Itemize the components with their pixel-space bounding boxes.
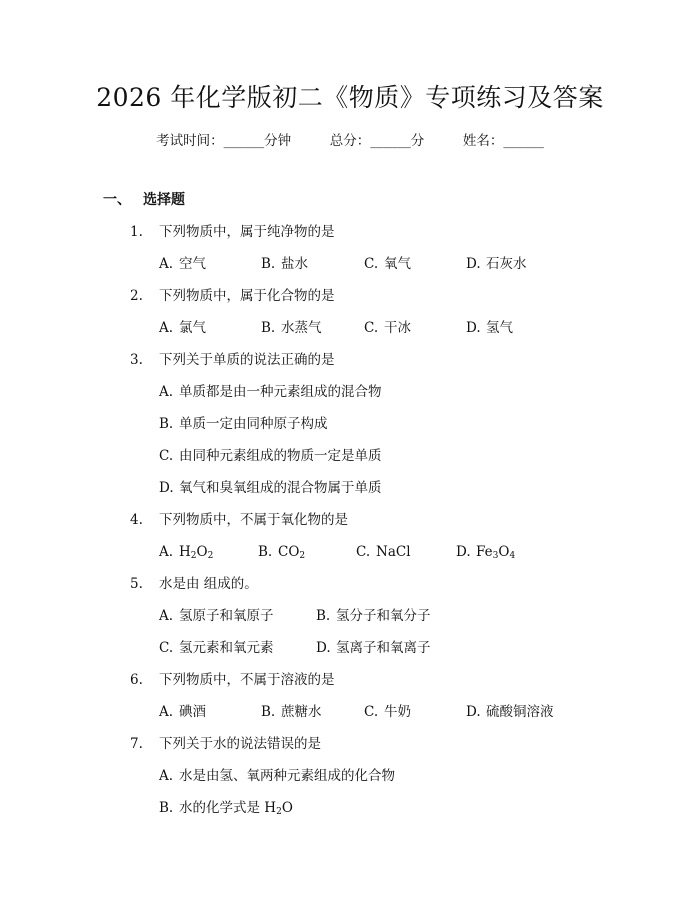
q2-option-d: D. 氢气 bbox=[466, 320, 513, 336]
question-text: 下列关于水的说法错误的是 bbox=[159, 736, 321, 752]
time-unit: 分钟 bbox=[264, 133, 292, 149]
question-text: 下列物质中，属于纯净物的是 bbox=[159, 224, 335, 240]
q5-option-c: C. 氢元素和氧元素 bbox=[159, 640, 274, 656]
section-number: 一、 bbox=[103, 192, 131, 208]
question-6 bbox=[130, 670, 335, 690]
question-text: 下列物质中，属于化合物的是 bbox=[159, 288, 335, 304]
q3-option-d: D. 氧气和臭氧组成的混合物属于单质 bbox=[159, 480, 382, 496]
name-label: 姓名： bbox=[462, 133, 504, 149]
q3-option-b: B. 单质一定由同种原子构成 bbox=[159, 416, 328, 432]
question-number: 7. bbox=[130, 736, 143, 752]
section-title: 选择题 bbox=[143, 192, 185, 208]
q3-option-c: C. 由同种元素组成的物质一定是单质 bbox=[159, 448, 382, 464]
q2-option-a: A. 氯气 bbox=[159, 320, 206, 336]
question-text: 水是由 组成的。 bbox=[159, 576, 258, 592]
q6-option-b: B. 蔗糖水 bbox=[261, 704, 322, 720]
q6-option-c: C. 牛奶 bbox=[364, 704, 411, 720]
q4-option-d: D. $Fe_3O_4$ bbox=[456, 544, 516, 561]
question-7 bbox=[130, 734, 321, 754]
q1-option-a: A. 空气 bbox=[159, 256, 206, 272]
question-text: 下列关于单质的说法正确的是 bbox=[159, 352, 335, 368]
q7-option-a: A. 水是由氢、氧两种元素组成的化合物 bbox=[159, 768, 395, 784]
question-number: 5. bbox=[130, 576, 143, 592]
q1-option-c: C. 氧气 bbox=[364, 256, 411, 272]
score-label: 总分： bbox=[329, 133, 371, 149]
question-number: 6. bbox=[130, 672, 143, 688]
question-number: 2. bbox=[130, 288, 143, 304]
question-4 bbox=[130, 510, 348, 530]
question-2 bbox=[130, 286, 335, 306]
score-unit: 分 bbox=[410, 133, 425, 149]
q2-option-b: B. 水蒸气 bbox=[261, 320, 322, 336]
q5-option-b: B. 氢分子和氧分子 bbox=[316, 608, 431, 624]
q7-option-b: B. 水的化学式是 $H_2O$ bbox=[159, 800, 293, 817]
q5-option-d: D. 氢离子和氧离子 bbox=[316, 640, 431, 656]
question-number: 3. bbox=[130, 352, 143, 368]
q6-option-a: A. 碘酒 bbox=[159, 704, 206, 720]
q4-option-a: A. $H_2O_2$ bbox=[159, 544, 214, 561]
q4-option-b: B. $CO_2$ bbox=[258, 544, 306, 561]
q1-option-b: B. 盐水 bbox=[261, 256, 308, 272]
q2-option-c: C. 干冰 bbox=[364, 320, 411, 336]
question-number: 1. bbox=[130, 224, 143, 240]
question-5 bbox=[130, 574, 258, 594]
question-1 bbox=[130, 222, 335, 242]
q6-option-d: D. 硫酸铜溶液 bbox=[466, 704, 554, 720]
q3-option-a: A. 单质都是由一种元素组成的混合物 bbox=[159, 384, 382, 400]
question-3 bbox=[130, 350, 335, 370]
section-heading bbox=[103, 190, 185, 210]
question-text: 下列物质中，不属于溶液的是 bbox=[159, 672, 335, 688]
q5-option-a: A. 氢原子和氧原子 bbox=[159, 608, 274, 624]
q4-option-c: C. NaCl bbox=[356, 544, 411, 560]
time-label: 考试时间： bbox=[156, 133, 224, 149]
name-blank: ______ bbox=[503, 133, 544, 149]
page-title: 2026 年化学版初二《物质》专项练习及答案 bbox=[96, 83, 604, 112]
score-blank: ______ bbox=[370, 133, 411, 149]
time-blank: ______ bbox=[223, 133, 265, 149]
question-text: 下列物质中，不属于氧化物的是 bbox=[159, 512, 348, 528]
q1-option-d: D. 石灰水 bbox=[466, 256, 527, 272]
exam-meta bbox=[0, 131, 700, 151]
question-number: 4. bbox=[130, 512, 143, 528]
